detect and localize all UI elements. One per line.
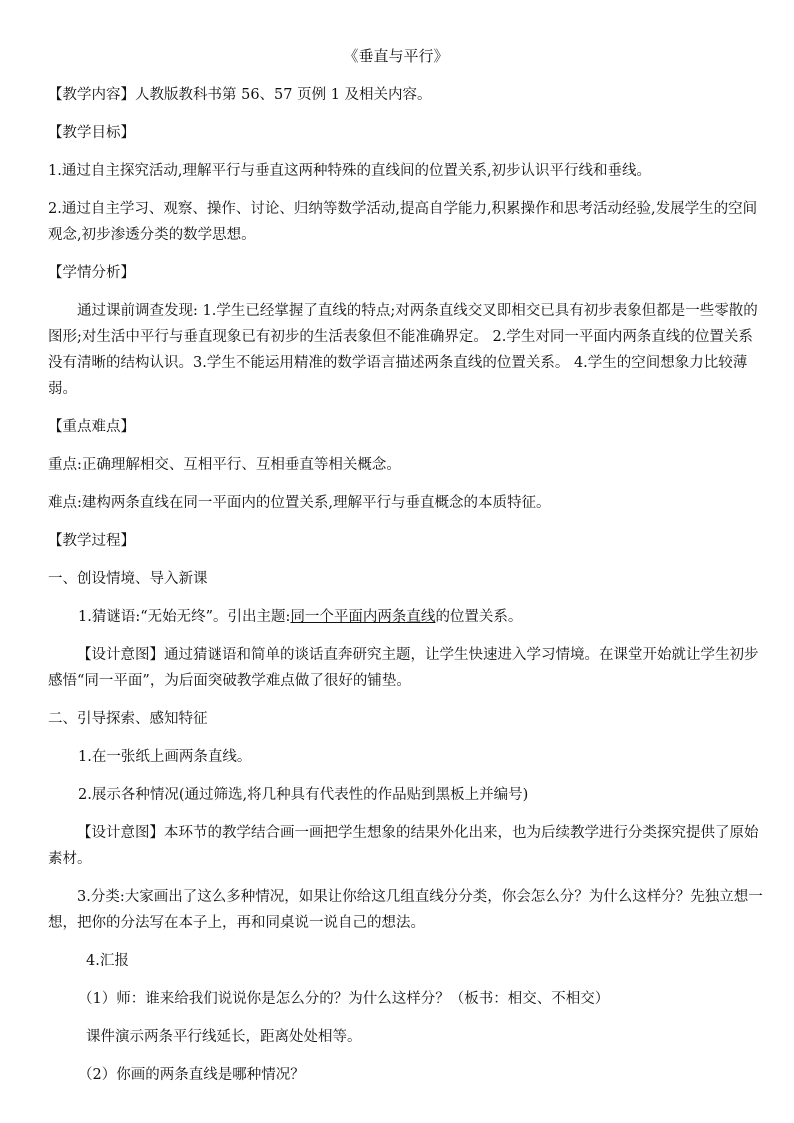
section-2-item-4-note: 课件演示两条平行线延长，距离处处相等。 — [86, 1029, 362, 1045]
section-2-item-3: 3.分类:大家画出了这么多种情况，如果让你给这几组直线分分类，你会怎么分？为什么这样分？先独立想一想，把你的分法写在本子上，再和同桌说一说自己的想法。 — [48, 889, 763, 931]
section-2-heading: 二、引导探索、感知特征 — [48, 711, 208, 727]
item-1-suffix: 的位置关系。 — [435, 609, 523, 625]
section-2-item-4: 4.汇报 — [86, 953, 129, 969]
item-1-underlined-topic: 同一个平面内两条直线 — [290, 609, 436, 625]
key-point: 重点:正确理解相交、互相平行、互相垂直等相关概念。 — [48, 457, 401, 473]
process-heading: 【教学过程】 — [48, 533, 135, 549]
section-2-item-2: 2.展示各种情况(通过筛选,将几种具有代表性的作品贴到黑板上并编号) — [78, 787, 529, 803]
goals-heading: 【教学目标】 — [48, 125, 135, 141]
section-1-design-intent: 【设计意图】通过猜谜语和简单的谈话直奔研究主题，让学生快速进入学习情境。在课堂开始就让学生初步感悟“同一平面”，为后面突破教学难点做了很好的铺垫。 — [48, 647, 759, 689]
item-1-prefix: 1.猜谜语:“无始无终”。引出主题: — [78, 609, 291, 625]
difficult-point: 难点:建构两条直线在同一平面内的位置关系,理解平行与垂直概念的本质特征。 — [48, 495, 551, 511]
goal-1: 1.通过自主探究活动,理解平行与垂直这两种特殊的直线间的位置关系,初步认识平行线和垂线。 — [48, 163, 652, 179]
goal-2: 2.通过自主学习、观察、操作、讨论、归纳等数学活动,提高自学能力,积累操作和思考活动经验,发展学生的空间观念,初步渗透分类的数学思想。 — [48, 201, 758, 243]
section-1-item-1 — [48, 604, 764, 630]
document-title: 《垂直与平行》 — [343, 47, 449, 65]
analysis-heading: 【学情分析】 — [48, 265, 135, 281]
section-2-item-4-1: （1）师：谁来给我们说说你是怎么分的？为什么这样分？（板书：相交、不相交） — [78, 991, 610, 1007]
section-2-item-1: 1.在一张纸上画两条直线。 — [78, 749, 252, 765]
teaching-content: 【教学内容】人教版教科书第 56、57 页例 1 及相关内容。 — [48, 87, 432, 103]
analysis-text: 通过课前调查发现: 1.学生已经掌握了直线的特点;对两条直线交叉即相交已具有初步表象但都是一些零散的图形;对生活中平行与垂直现象已有初步的生活表象但不能准确界定。 2.学生对同一平面内两条直线的位置关系没有清晰的结构认识。3.学生不能运用精准的数学语言描述两条直线的位置关系。 4.学生的空间想象力比较薄弱。 — [48, 303, 758, 397]
section-1-heading: 一、创设情境、导入新课 — [48, 571, 208, 587]
lesson-plan-page — [48, 44, 764, 1100]
key-heading: 【重点难点】 — [48, 419, 135, 435]
section-2-design-intent: 【设计意图】本环节的教学结合画一画把学生想象的结果外化出来，也为后续教学进行分类探究提供了原始素材。 — [48, 825, 759, 867]
section-2-item-4-2: （2）你画的两条直线是哪种情况？ — [78, 1067, 305, 1083]
